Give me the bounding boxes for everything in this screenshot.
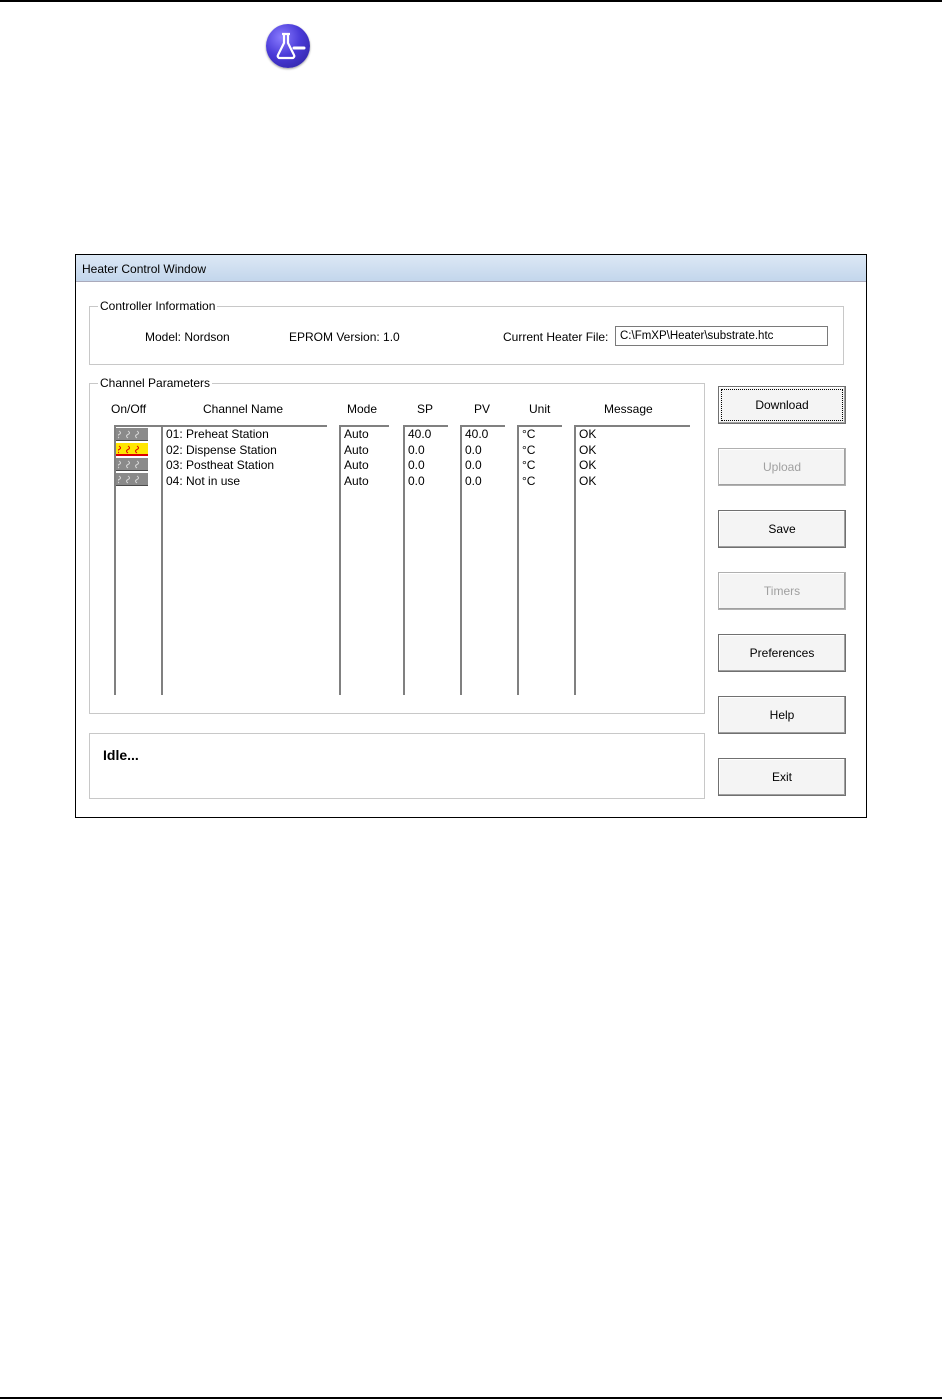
heater-toggle-3[interactable] — [116, 458, 148, 471]
status-panel — [89, 733, 705, 799]
upload-button[interactable]: Upload — [718, 448, 846, 486]
unit-column[interactable] — [517, 425, 562, 695]
preferences-button[interactable]: Preferences — [718, 634, 846, 672]
controller-info-label: Controller Information — [100, 299, 216, 313]
status-text: Idle... — [103, 747, 139, 763]
save-button[interactable]: Save — [718, 510, 846, 548]
header-message: Message — [604, 402, 653, 416]
heater-file-label: Current Heater File: — [503, 330, 609, 344]
list-item[interactable]: 03: Postheat Station — [166, 458, 275, 472]
heater-toggle-1[interactable] — [116, 428, 148, 441]
list-item[interactable]: 40.0 — [465, 427, 489, 441]
list-item[interactable]: 02: Dispense Station — [166, 442, 277, 457]
download-button[interactable]: Download — [718, 386, 846, 424]
heater-file-field[interactable]: C:\FmXP\Heater\substrate.htc — [615, 326, 828, 346]
list-item[interactable]: 01: Preheat Station — [166, 427, 269, 441]
heater-toggle-2[interactable] — [116, 443, 148, 456]
list-item[interactable]: Auto — [344, 442, 369, 457]
help-button[interactable]: Help — [718, 696, 846, 734]
list-item[interactable]: 04: Not in use — [166, 473, 241, 488]
message-column[interactable] — [574, 425, 690, 695]
list-item[interactable]: 0.0 — [465, 442, 482, 457]
heater-coil-icon — [118, 445, 146, 454]
heater-coil-icon — [118, 460, 146, 469]
exit-button[interactable]: Exit — [718, 758, 846, 796]
header-mode: Mode — [347, 402, 378, 416]
list-item[interactable]: Auto — [344, 473, 369, 488]
flask-logo-icon — [266, 24, 310, 68]
mode-column[interactable] — [339, 425, 389, 695]
list-item[interactable]: Auto — [344, 458, 369, 472]
onoff-column — [114, 425, 162, 695]
sp-column[interactable] — [403, 425, 448, 695]
list-item[interactable]: °C — [522, 427, 536, 441]
list-item[interactable]: 0.0 — [408, 473, 425, 488]
heater-coil-icon — [118, 430, 146, 439]
header-sp: SP — [417, 402, 434, 416]
list-item[interactable]: OK — [579, 427, 597, 441]
list-item[interactable]: 0.0 — [408, 458, 425, 472]
list-item[interactable]: 0.0 — [465, 458, 482, 472]
pv-column[interactable] — [460, 425, 505, 695]
list-item[interactable]: 0.0 — [465, 473, 482, 488]
header-channel-name: Channel Name — [203, 402, 284, 416]
heater-toggle-4[interactable] — [116, 473, 148, 486]
window-titlebar[interactable] — [76, 255, 866, 282]
channel-name-column[interactable] — [161, 425, 327, 695]
header-unit: Unit — [529, 402, 551, 416]
model-label: Model: Nordson — [145, 330, 230, 344]
list-item[interactable]: °C — [522, 458, 536, 472]
heater-coil-icon — [118, 475, 146, 484]
page-top-rule — [0, 0, 942, 2]
list-item[interactable]: 0.0 — [408, 442, 425, 457]
heater-control-window — [75, 254, 867, 818]
timers-button[interactable]: Timers — [718, 572, 846, 610]
channel-params-label: Channel Parameters — [100, 376, 211, 390]
header-onoff: On/Off — [111, 402, 147, 416]
list-item[interactable]: Auto — [344, 427, 369, 441]
list-item[interactable]: OK — [579, 458, 597, 472]
list-item[interactable]: 40.0 — [408, 427, 432, 441]
header-pv: PV — [474, 402, 491, 416]
list-item[interactable]: °C — [522, 442, 536, 457]
list-item[interactable]: °C — [522, 473, 536, 488]
list-item[interactable]: OK — [579, 442, 597, 457]
list-item[interactable]: OK — [579, 473, 597, 488]
eprom-version-label: EPROM Version: 1.0 — [289, 330, 400, 344]
page-bottom-rule — [0, 1397, 942, 1399]
window-title: Heater Control Window — [82, 262, 207, 276]
